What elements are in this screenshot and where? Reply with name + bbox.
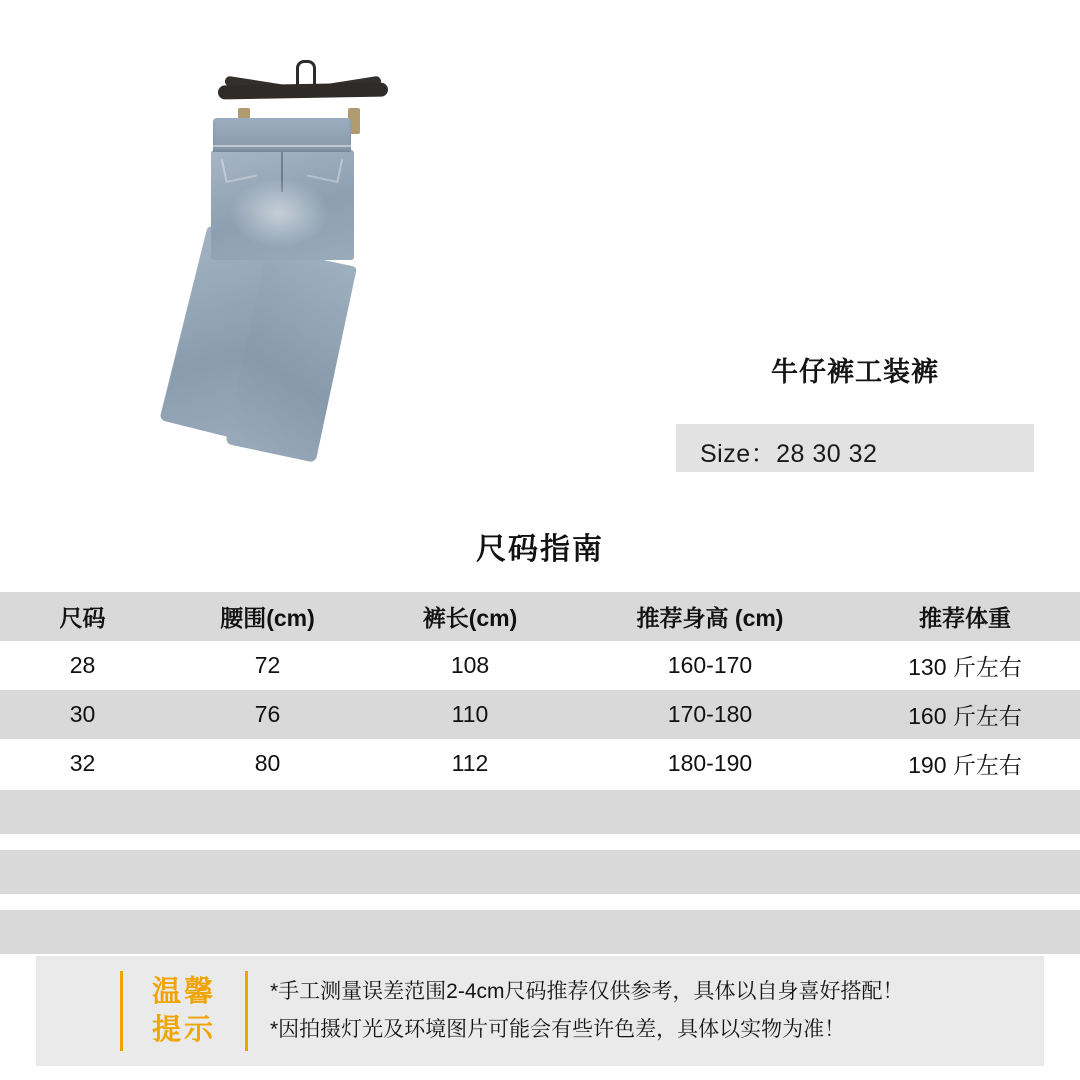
cell-length: 108 [450,652,490,678]
cell-weight: 130 斤左右 [908,654,1022,680]
hanger-bar [218,83,388,100]
column-header-size: 尺码 [59,605,106,631]
cell-height: 170-180 [667,701,753,727]
column-header-weight: 推荐体重 [919,605,1011,631]
table-row [0,690,1080,739]
size-available-label: Size：28 30 32 [700,440,878,468]
notice-badge-line2: 提示 [151,1014,216,1046]
cell-waist: 76 [254,701,281,727]
notice-line-2: *因拍摄灯光及环境图片可能会有些许色差，具体以实物为准！ [270,1018,846,1041]
decorative-band-1 [0,790,1080,834]
size-guide-table [0,592,1080,788]
cell-weight: 160 斤左右 [908,703,1022,729]
table-row [0,641,1080,690]
decorative-band-2 [0,850,1080,894]
size-guide-heading: 尺码指南 [476,533,604,566]
cell-height: 160-170 [667,652,753,678]
cell-size: 32 [69,750,96,776]
notice-panel [36,956,1044,1066]
table-row [0,739,1080,788]
cell-size: 28 [69,652,96,678]
column-header-waist: 腰围(cm) [220,605,315,631]
product-photo [0,0,660,520]
notice-badge [120,971,248,1051]
cell-length: 112 [451,750,489,776]
cell-height: 180-190 [667,750,753,776]
column-header-length: 裤长(cm) [422,605,518,631]
cell-waist: 80 [254,750,281,776]
column-header-height: 推荐身高 (cm) [636,605,784,631]
table-header-row [0,592,1080,641]
jeans-waist-stitch [213,145,351,147]
notice-badge-line1: 温馨 [151,976,216,1008]
notice-text [270,973,904,1049]
decorative-band-3 [0,910,1080,954]
jeans-fade-highlight [229,178,329,248]
product-title: 牛仔裤工装裤 [771,357,939,387]
jeans-image [205,118,395,458]
cell-waist: 72 [254,652,281,678]
hanger-icon [218,60,388,122]
cell-length: 110 [451,701,489,727]
cell-weight: 190 斤左右 [908,752,1022,778]
notice-line-1: *手工测量误差范围2-4cm尺码推荐仅供参考，具体以自身喜好搭配！ [270,980,904,1003]
cell-size: 30 [69,701,96,727]
